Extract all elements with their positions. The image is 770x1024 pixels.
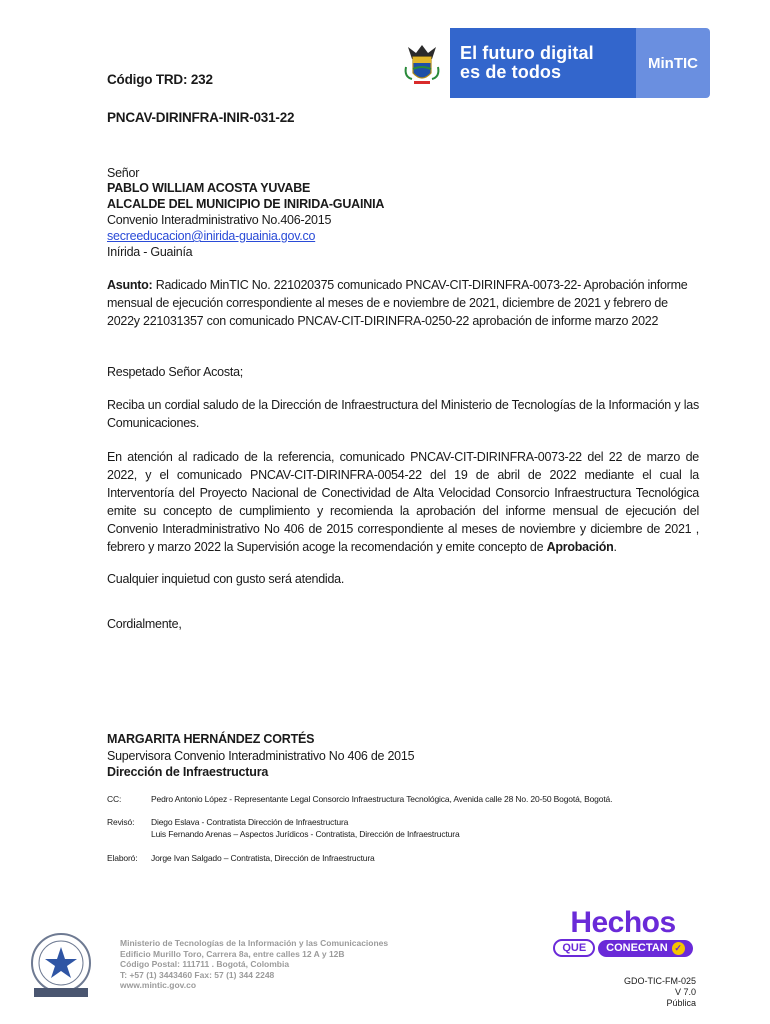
banner-line1: El futuro digital (460, 43, 594, 63)
greeting: Respetado Señor Acosta; (107, 365, 244, 379)
signer-name: MARGARITA HERNÁNDEZ CORTÉS (107, 732, 315, 746)
footer-line4: T: +57 (1) 3443460 Fax: 57 (1) 344 2248 (120, 969, 275, 980)
codigo-trd: Código TRD: 232 (107, 72, 213, 87)
cc-value: Pedro Antonio López - Representante Legal Consorcio Infraestructura Tecnológica, Avenida calle 28 No. 20-50 Bogotá, Bogotá. (151, 794, 613, 804)
paragraph-3: Cualquier inquietud con gusto será atendida. (107, 572, 345, 586)
mintic-banner (394, 28, 710, 98)
paragraph-2-text: En atención al radicado de la referencia, comunicado PNCAV-CIT-DIRINFRA-0073-22 del 22 de marzo de 2022, y el comunicado PNCAV-CIT-DIRINFRA-0054-22 del 19 de abril de 2022 mediante el cual la Interventoría del Proyecto Nacional de Conectividad de Alta Velocidad Consorcio Infraestructura Tecnológica emite su concepto de cumplimiento y recomienda la aprobación del informe mensual de ejecución del Convenio Interadministrativo No 406 de 2015 correspondiente al meses de noviembre y diciembre de 2021 , febrero y marzo 2022 la Supervisión acoge la recomendación y emite concepto de (107, 450, 699, 554)
elaboro-label: Elaboró: (107, 853, 138, 863)
footer-website-link[interactable]: www.mintic.gov.co (120, 980, 197, 990)
footer-line2: Edificio Murillo Toro, Carrera 8a, entre calles 12 A y 12B (120, 948, 345, 959)
paragraph-2-end: . (613, 540, 617, 554)
que-pill: QUE (553, 939, 595, 957)
elaboro-value: Jorge Ivan Salgado – Contratista, Dirección de Infraestructura (151, 853, 375, 863)
quality-certification-seal-icon (28, 932, 94, 1003)
doc-classification: Pública (666, 998, 696, 1008)
reviso-label: Revisó: (107, 817, 135, 827)
closing: Cordialmente, (107, 617, 182, 631)
que-conectan-row (540, 939, 706, 957)
paragraph-1: Reciba un cordial saludo de la Dirección de Infraestructura del Ministerio de Tecnologías de la Información y las Comunicaciones. (107, 398, 699, 430)
conectan-text: CONECTAN (606, 942, 668, 954)
banner-brand: MinTIC (636, 28, 710, 98)
document-reference: PNCAV-DIRINFRA-INIR-031-22 (107, 110, 295, 125)
doc-code: GDO-TIC-FM-025 (624, 976, 696, 986)
asunto-line2: mensual de ejecución correspondiente al meses de e noviembre de 2021, diciembre de 2021 y febrero de (107, 296, 668, 310)
recipient-name: PABLO WILLIAM ACOSTA YUVABE (107, 181, 311, 195)
aprobacion-bold: Aprobación (546, 540, 614, 554)
signer-role: Supervisora Convenio Interadministrativo No 406 de 2015 (107, 749, 415, 763)
asunto-line3: 2022y 221031357 con comunicado PNCAV-CIT-DIRINFRA-0250-22 aprobación de informe marzo 2022 (107, 314, 659, 328)
hechos-word: Hechos (570, 906, 676, 939)
recipient-convenio: Convenio Interadministrativo No.406-2015 (107, 213, 332, 227)
paragraph-2 (107, 448, 699, 556)
asunto-label: Asunto: (107, 278, 153, 292)
signer-office: Dirección de Infraestructura (107, 765, 269, 779)
banner-line2: es de todos (460, 62, 562, 82)
reviso-value-2: Luis Fernando Arenas – Aspectos Jurídicos - Contratista, Dirección de Infraestructura (151, 829, 460, 839)
colombia-coat-of-arms-icon (394, 28, 450, 98)
asunto-text1: Radicado MinTIC No. 221020375 comunicado PNCAV-CIT-DIRINFRA-0073-22- Aprobación informe (155, 278, 688, 292)
cc-label: CC: (107, 794, 122, 804)
reviso-value-1: Diego Eslava - Contratista Dirección de Infraestructura (151, 817, 349, 827)
footer-line3: Código Postal: 111711 . Bogotá, Colombia (120, 959, 290, 969)
recipient-city: Inírida - Guainía (107, 245, 193, 259)
footer-line1: Ministerio de Tecnologías de la Información y las Comunicaciones (120, 938, 389, 948)
document-code-block (624, 976, 696, 1009)
recipient-email-link[interactable]: secreeducacion@inirida-guainia.gov.co (107, 229, 316, 243)
check-icon: ✓ (672, 942, 685, 955)
asunto-line1 (107, 278, 687, 292)
salutation: Señor (107, 166, 140, 180)
footer-address (120, 938, 420, 991)
conectan-pill (598, 940, 693, 957)
doc-version: V 7.0 (674, 987, 696, 997)
recipient-position: ALCALDE DEL MUNICIPIO DE INIRIDA-GUAINIA (107, 197, 385, 211)
hechos-que-conectan-logo (540, 906, 706, 957)
banner-slogan (450, 28, 636, 98)
